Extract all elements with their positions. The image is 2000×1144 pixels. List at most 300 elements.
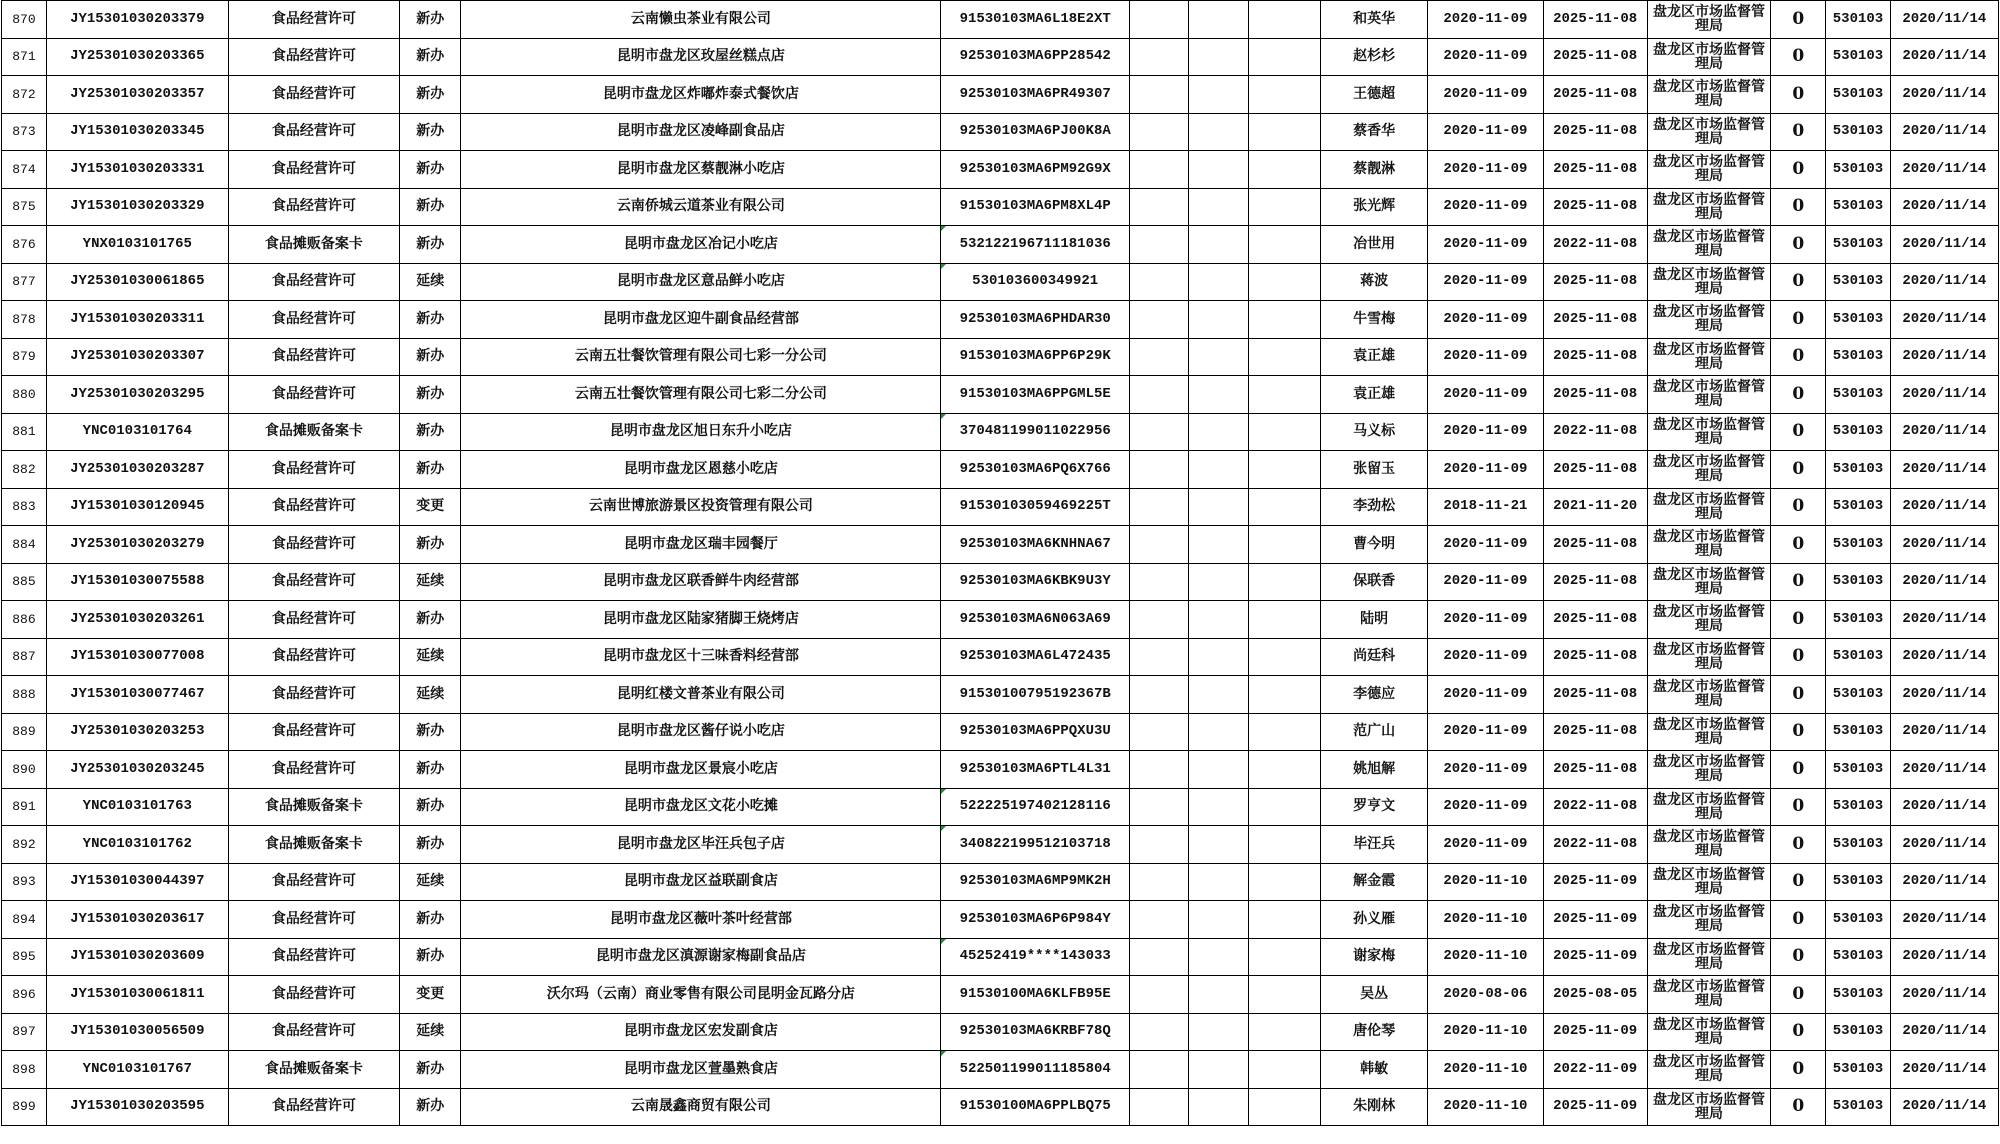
cell-area-code[interactable]: 530103	[1826, 1013, 1890, 1051]
cell-blank[interactable]	[1189, 526, 1248, 564]
cell-valid-to[interactable]: 2022-11-08	[1543, 788, 1647, 826]
cell-seq[interactable]: 873	[2, 113, 47, 151]
cell-category[interactable]: 食品经营许可	[228, 338, 400, 376]
cell-valid-to[interactable]: 2025-11-09	[1543, 1088, 1647, 1126]
cell-category[interactable]: 食品经营许可	[228, 863, 400, 901]
cell-blank[interactable]	[1189, 1051, 1248, 1089]
cell-action[interactable]: 新办	[400, 113, 461, 151]
cell-license-no[interactable]: JY15301030044397	[46, 863, 228, 901]
cell-category[interactable]: 食品经营许可	[228, 488, 400, 526]
cell-status[interactable]: 0	[1771, 1013, 1826, 1051]
cell-valid-to[interactable]: 2025-11-08	[1543, 1, 1647, 39]
cell-action[interactable]: 新办	[400, 226, 461, 264]
cell-legal-rep[interactable]: 吴丛	[1321, 976, 1428, 1014]
cell-credit-code[interactable]: 92530103MA6L472435	[941, 638, 1130, 676]
cell-credit-code[interactable]	[941, 1051, 1130, 1089]
cell-action[interactable]: 新办	[400, 826, 461, 864]
cell-blank[interactable]	[1130, 451, 1189, 489]
cell-blank[interactable]	[1248, 488, 1320, 526]
cell-seq[interactable]: 882	[2, 451, 47, 489]
cell-business-name[interactable]: 云南五壮餐饮管理有限公司七彩二分公司	[461, 376, 941, 414]
cell-license-no[interactable]: JY25301030203287	[46, 451, 228, 489]
cell-business-name[interactable]: 昆明市盘龙区意品鲜小吃店	[461, 263, 941, 301]
cell-action[interactable]: 新办	[400, 713, 461, 751]
cell-status[interactable]: 0	[1771, 263, 1826, 301]
cell-seq[interactable]: 884	[2, 526, 47, 564]
cell-status[interactable]: 0	[1771, 563, 1826, 601]
cell-blank[interactable]	[1130, 526, 1189, 564]
cell-legal-rep[interactable]: 张留玉	[1321, 451, 1428, 489]
cell-blank[interactable]	[1248, 338, 1320, 376]
cell-credit-code[interactable]: 91530100MA6PPLBQ75	[941, 1088, 1130, 1126]
cell-business-name[interactable]: 云南晟鑫商贸有限公司	[461, 1088, 941, 1126]
cell-publish-date[interactable]: 2020/11/14	[1890, 413, 1998, 451]
cell-action[interactable]: 新办	[400, 151, 461, 189]
cell-blank[interactable]	[1248, 526, 1320, 564]
cell-area-code[interactable]: 530103	[1826, 226, 1890, 264]
cell-blank[interactable]	[1130, 826, 1189, 864]
cell-area-code[interactable]: 530103	[1826, 638, 1890, 676]
cell-blank[interactable]	[1248, 638, 1320, 676]
cell-authority[interactable]: 盘龙区市场监督管理局	[1647, 301, 1771, 339]
cell-valid-from[interactable]: 2020-11-09	[1428, 413, 1543, 451]
cell-legal-rep[interactable]: 和英华	[1321, 1, 1428, 39]
cell-business-name[interactable]: 昆明市盘龙区景宸小吃店	[461, 751, 941, 789]
cell-blank[interactable]	[1130, 1, 1189, 39]
cell-legal-rep[interactable]: 马义标	[1321, 413, 1428, 451]
cell-category[interactable]: 食品经营许可	[228, 526, 400, 564]
cell-seq[interactable]: 879	[2, 338, 47, 376]
cell-area-code[interactable]: 530103	[1826, 526, 1890, 564]
cell-business-name[interactable]: 昆明市盘龙区酱仔说小吃店	[461, 713, 941, 751]
cell-credit-code[interactable]: 92530103MA6PR49307	[941, 76, 1130, 114]
cell-valid-to[interactable]: 2025-11-08	[1543, 601, 1647, 639]
cell-credit-code[interactable]: 92530103MA6PM92G9X	[941, 151, 1130, 189]
cell-valid-to[interactable]: 2025-11-09	[1543, 901, 1647, 939]
cell-credit-code[interactable]: 92530103MA6PQ6X766	[941, 451, 1130, 489]
cell-business-name[interactable]: 昆明市盘龙区凌峰副食品店	[461, 113, 941, 151]
cell-legal-rep[interactable]: 朱刚林	[1321, 1088, 1428, 1126]
cell-credit-code[interactable]: 92530103MA6MP9MK2H	[941, 863, 1130, 901]
cell-valid-from[interactable]: 2020-11-09	[1428, 263, 1543, 301]
cell-seq[interactable]: 872	[2, 76, 47, 114]
cell-blank[interactable]	[1248, 263, 1320, 301]
cell-status[interactable]: 0	[1771, 1, 1826, 39]
cell-publish-date[interactable]: 2020/11/14	[1890, 901, 1998, 939]
cell-blank[interactable]	[1248, 901, 1320, 939]
cell-blank[interactable]	[1248, 826, 1320, 864]
cell-blank[interactable]	[1130, 1088, 1189, 1126]
cell-credit-code[interactable]	[941, 938, 1130, 976]
cell-area-code[interactable]: 530103	[1826, 151, 1890, 189]
cell-category[interactable]: 食品摊贩备案卡	[228, 413, 400, 451]
cell-valid-from[interactable]: 2018-11-21	[1428, 488, 1543, 526]
cell-action[interactable]: 新办	[400, 751, 461, 789]
cell-license-no[interactable]: JY15301030203379	[46, 1, 228, 39]
cell-credit-code[interactable]: 92530103MA6PHDAR30	[941, 301, 1130, 339]
cell-action[interactable]: 新办	[400, 188, 461, 226]
cell-category[interactable]: 食品经营许可	[228, 713, 400, 751]
cell-legal-rep[interactable]: 尚廷科	[1321, 638, 1428, 676]
cell-blank[interactable]	[1130, 151, 1189, 189]
cell-business-name[interactable]: 云南世博旅游景区投资管理有限公司	[461, 488, 941, 526]
cell-blank[interactable]	[1130, 601, 1189, 639]
cell-seq[interactable]: 890	[2, 751, 47, 789]
cell-category[interactable]: 食品经营许可	[228, 113, 400, 151]
cell-valid-from[interactable]: 2020-11-09	[1428, 451, 1543, 489]
cell-status[interactable]: 0	[1771, 938, 1826, 976]
cell-authority[interactable]: 盘龙区市场监督管理局	[1647, 151, 1771, 189]
cell-authority[interactable]: 盘龙区市场监督管理局	[1647, 376, 1771, 414]
cell-legal-rep[interactable]: 毕汪兵	[1321, 826, 1428, 864]
cell-blank[interactable]	[1248, 76, 1320, 114]
cell-area-code[interactable]: 530103	[1826, 263, 1890, 301]
cell-authority[interactable]: 盘龙区市场监督管理局	[1647, 863, 1771, 901]
cell-blank[interactable]	[1189, 113, 1248, 151]
cell-valid-from[interactable]: 2020-11-09	[1428, 301, 1543, 339]
cell-license-no[interactable]: YNC0103101763	[46, 788, 228, 826]
cell-category[interactable]: 食品经营许可	[228, 751, 400, 789]
cell-legal-rep[interactable]: 冶世用	[1321, 226, 1428, 264]
cell-blank[interactable]	[1130, 901, 1189, 939]
cell-area-code[interactable]: 530103	[1826, 601, 1890, 639]
cell-valid-to[interactable]: 2025-11-08	[1543, 563, 1647, 601]
cell-status[interactable]: 0	[1771, 863, 1826, 901]
cell-valid-to[interactable]: 2022-11-08	[1543, 413, 1647, 451]
cell-credit-code[interactable]: 92530103MA6KBK9U3Y	[941, 563, 1130, 601]
cell-area-code[interactable]: 530103	[1826, 301, 1890, 339]
cell-authority[interactable]: 盘龙区市场监督管理局	[1647, 788, 1771, 826]
cell-business-name[interactable]: 昆明市盘龙区陆家猪脚王烧烤店	[461, 601, 941, 639]
cell-valid-to[interactable]: 2022-11-08	[1543, 826, 1647, 864]
cell-blank[interactable]	[1189, 301, 1248, 339]
cell-business-name[interactable]: 昆明市盘龙区玫屋丝糕点店	[461, 38, 941, 76]
cell-license-no[interactable]: JY25301030203307	[46, 338, 228, 376]
cell-business-name[interactable]: 昆明市盘龙区蔡靓淋小吃店	[461, 151, 941, 189]
cell-publish-date[interactable]: 2020/11/14	[1890, 751, 1998, 789]
cell-publish-date[interactable]: 2020/11/14	[1890, 338, 1998, 376]
cell-legal-rep[interactable]: 姚旭解	[1321, 751, 1428, 789]
cell-seq[interactable]: 886	[2, 601, 47, 639]
cell-valid-to[interactable]: 2025-11-09	[1543, 938, 1647, 976]
cell-valid-from[interactable]: 2020-11-09	[1428, 601, 1543, 639]
cell-license-no[interactable]: JY25301030203245	[46, 751, 228, 789]
cell-authority[interactable]: 盘龙区市场监督管理局	[1647, 188, 1771, 226]
cell-seq[interactable]: 898	[2, 1051, 47, 1089]
cell-publish-date[interactable]: 2020/11/14	[1890, 638, 1998, 676]
cell-valid-from[interactable]: 2020-11-09	[1428, 1, 1543, 39]
cell-area-code[interactable]: 530103	[1826, 76, 1890, 114]
cell-blank[interactable]	[1248, 601, 1320, 639]
cell-blank[interactable]	[1130, 301, 1189, 339]
cell-area-code[interactable]: 530103	[1826, 376, 1890, 414]
cell-category[interactable]: 食品经营许可	[228, 638, 400, 676]
cell-seq[interactable]: 891	[2, 788, 47, 826]
cell-blank[interactable]	[1248, 563, 1320, 601]
cell-blank[interactable]	[1130, 976, 1189, 1014]
cell-publish-date[interactable]: 2020/11/14	[1890, 301, 1998, 339]
cell-category[interactable]: 食品经营许可	[228, 601, 400, 639]
cell-license-no[interactable]: JY15301030120945	[46, 488, 228, 526]
cell-category[interactable]: 食品经营许可	[228, 976, 400, 1014]
cell-blank[interactable]	[1189, 601, 1248, 639]
cell-publish-date[interactable]: 2020/11/14	[1890, 188, 1998, 226]
cell-legal-rep[interactable]: 张光辉	[1321, 188, 1428, 226]
cell-authority[interactable]: 盘龙区市场监督管理局	[1647, 938, 1771, 976]
cell-blank[interactable]	[1189, 376, 1248, 414]
cell-status[interactable]: 0	[1771, 788, 1826, 826]
cell-action[interactable]: 新办	[400, 938, 461, 976]
cell-blank[interactable]	[1189, 188, 1248, 226]
cell-blank[interactable]	[1130, 1051, 1189, 1089]
cell-business-name[interactable]: 沃尔玛（云南）商业零售有限公司昆明金瓦路分店	[461, 976, 941, 1014]
cell-status[interactable]: 0	[1771, 601, 1826, 639]
cell-license-no[interactable]: JY25301030203365	[46, 38, 228, 76]
cell-blank[interactable]	[1248, 413, 1320, 451]
cell-seq[interactable]: 881	[2, 413, 47, 451]
cell-blank[interactable]	[1248, 301, 1320, 339]
cell-status[interactable]: 0	[1771, 376, 1826, 414]
cell-area-code[interactable]: 530103	[1826, 1, 1890, 39]
cell-valid-to[interactable]: 2025-11-08	[1543, 188, 1647, 226]
cell-area-code[interactable]: 530103	[1826, 676, 1890, 714]
cell-valid-from[interactable]: 2020-11-09	[1428, 151, 1543, 189]
cell-valid-to[interactable]: 2025-11-08	[1543, 451, 1647, 489]
cell-valid-to[interactable]: 2021-11-20	[1543, 488, 1647, 526]
cell-credit-code[interactable]: 91530100795192367B	[941, 676, 1130, 714]
cell-valid-to[interactable]: 2025-11-08	[1543, 676, 1647, 714]
cell-status[interactable]: 0	[1771, 976, 1826, 1014]
cell-blank[interactable]	[1189, 1013, 1248, 1051]
cell-status[interactable]: 0	[1771, 826, 1826, 864]
cell-seq[interactable]: 887	[2, 638, 47, 676]
cell-blank[interactable]	[1130, 338, 1189, 376]
cell-blank[interactable]	[1248, 1, 1320, 39]
cell-legal-rep[interactable]: 陆明	[1321, 601, 1428, 639]
cell-action[interactable]: 新办	[400, 76, 461, 114]
cell-authority[interactable]: 盘龙区市场监督管理局	[1647, 826, 1771, 864]
cell-business-name[interactable]: 昆明市盘龙区迎牛副食品经营部	[461, 301, 941, 339]
cell-blank[interactable]	[1248, 713, 1320, 751]
cell-category[interactable]: 食品经营许可	[228, 1088, 400, 1126]
cell-blank[interactable]	[1248, 1088, 1320, 1126]
cell-publish-date[interactable]: 2020/11/14	[1890, 863, 1998, 901]
cell-legal-rep[interactable]: 王德超	[1321, 76, 1428, 114]
cell-seq[interactable]: 888	[2, 676, 47, 714]
cell-blank[interactable]	[1189, 676, 1248, 714]
cell-publish-date[interactable]: 2020/11/14	[1890, 976, 1998, 1014]
cell-business-name[interactable]: 昆明市盘龙区旭日东升小吃店	[461, 413, 941, 451]
cell-action[interactable]: 变更	[400, 976, 461, 1014]
cell-blank[interactable]	[1248, 1013, 1320, 1051]
cell-valid-from[interactable]: 2020-11-09	[1428, 676, 1543, 714]
cell-authority[interactable]: 盘龙区市场监督管理局	[1647, 1013, 1771, 1051]
cell-valid-from[interactable]: 2020-11-09	[1428, 751, 1543, 789]
cell-authority[interactable]: 盘龙区市场监督管理局	[1647, 338, 1771, 376]
cell-valid-from[interactable]: 2020-11-09	[1428, 113, 1543, 151]
cell-category[interactable]: 食品经营许可	[228, 38, 400, 76]
cell-area-code[interactable]: 530103	[1826, 751, 1890, 789]
cell-valid-to[interactable]: 2025-11-08	[1543, 113, 1647, 151]
cell-category[interactable]: 食品经营许可	[228, 1, 400, 39]
cell-business-name[interactable]: 昆明市盘龙区毕汪兵包子店	[461, 826, 941, 864]
cell-valid-from[interactable]: 2020-11-09	[1428, 188, 1543, 226]
cell-credit-code[interactable]: 91530103MA6PPGML5E	[941, 376, 1130, 414]
cell-seq[interactable]: 880	[2, 376, 47, 414]
cell-area-code[interactable]: 530103	[1826, 413, 1890, 451]
cell-legal-rep[interactable]: 曹今明	[1321, 526, 1428, 564]
cell-authority[interactable]: 盘龙区市场监督管理局	[1647, 488, 1771, 526]
cell-credit-code[interactable]	[941, 413, 1130, 451]
cell-legal-rep[interactable]: 范广山	[1321, 713, 1428, 751]
cell-action[interactable]: 新办	[400, 788, 461, 826]
cell-blank[interactable]	[1130, 413, 1189, 451]
cell-valid-from[interactable]: 2020-11-10	[1428, 1013, 1543, 1051]
cell-publish-date[interactable]: 2020/11/14	[1890, 1051, 1998, 1089]
cell-business-name[interactable]: 昆明市盘龙区恩慈小吃店	[461, 451, 941, 489]
cell-business-name[interactable]: 昆明市盘龙区宏发副食店	[461, 1013, 941, 1051]
cell-valid-from[interactable]: 2020-11-09	[1428, 226, 1543, 264]
cell-valid-from[interactable]: 2020-11-09	[1428, 338, 1543, 376]
cell-authority[interactable]: 盘龙区市场监督管理局	[1647, 638, 1771, 676]
cell-credit-code[interactable]: 92530103MA6P6P984Y	[941, 901, 1130, 939]
cell-credit-code[interactable]: 92530103MA6KRBF78Q	[941, 1013, 1130, 1051]
cell-business-name[interactable]: 昆明市盘龙区联香鲜牛肉经营部	[461, 563, 941, 601]
cell-category[interactable]: 食品经营许可	[228, 76, 400, 114]
cell-blank[interactable]	[1130, 113, 1189, 151]
cell-status[interactable]: 0	[1771, 1051, 1826, 1089]
cell-credit-code[interactable]	[941, 226, 1130, 264]
cell-blank[interactable]	[1130, 563, 1189, 601]
cell-blank[interactable]	[1248, 1051, 1320, 1089]
cell-status[interactable]: 0	[1771, 113, 1826, 151]
cell-publish-date[interactable]: 2020/11/14	[1890, 1088, 1998, 1126]
cell-seq[interactable]: 893	[2, 863, 47, 901]
cell-blank[interactable]	[1189, 488, 1248, 526]
cell-seq[interactable]: 875	[2, 188, 47, 226]
cell-license-no[interactable]: YNX0103101765	[46, 226, 228, 264]
cell-blank[interactable]	[1130, 863, 1189, 901]
cell-category[interactable]: 食品经营许可	[228, 301, 400, 339]
cell-credit-code[interactable]: 92530103MA6N063A69	[941, 601, 1130, 639]
cell-authority[interactable]: 盘龙区市场监督管理局	[1647, 751, 1771, 789]
cell-business-name[interactable]: 昆明市盘龙区冶记小吃店	[461, 226, 941, 264]
cell-authority[interactable]: 盘龙区市场监督管理局	[1647, 263, 1771, 301]
cell-blank[interactable]	[1248, 788, 1320, 826]
cell-seq[interactable]: 874	[2, 151, 47, 189]
cell-legal-rep[interactable]: 赵杉杉	[1321, 38, 1428, 76]
cell-publish-date[interactable]: 2020/11/14	[1890, 1013, 1998, 1051]
cell-status[interactable]: 0	[1771, 901, 1826, 939]
cell-action[interactable]: 延续	[400, 563, 461, 601]
cell-license-no[interactable]: JY25301030203295	[46, 376, 228, 414]
cell-blank[interactable]	[1248, 188, 1320, 226]
cell-blank[interactable]	[1248, 938, 1320, 976]
cell-action[interactable]: 新办	[400, 301, 461, 339]
cell-blank[interactable]	[1130, 713, 1189, 751]
cell-publish-date[interactable]: 2020/11/14	[1890, 113, 1998, 151]
cell-valid-to[interactable]: 2025-08-05	[1543, 976, 1647, 1014]
cell-valid-from[interactable]: 2020-11-10	[1428, 1051, 1543, 1089]
cell-status[interactable]: 0	[1771, 676, 1826, 714]
cell-publish-date[interactable]: 2020/11/14	[1890, 151, 1998, 189]
cell-legal-rep[interactable]: 唐伦琴	[1321, 1013, 1428, 1051]
cell-valid-to[interactable]: 2025-11-08	[1543, 526, 1647, 564]
cell-blank[interactable]	[1130, 488, 1189, 526]
cell-action[interactable]: 延续	[400, 638, 461, 676]
cell-license-no[interactable]: YNC0103101767	[46, 1051, 228, 1089]
cell-blank[interactable]	[1130, 38, 1189, 76]
cell-category[interactable]: 食品经营许可	[228, 451, 400, 489]
cell-blank[interactable]	[1189, 151, 1248, 189]
cell-valid-to[interactable]: 2025-11-08	[1543, 338, 1647, 376]
cell-area-code[interactable]: 530103	[1826, 788, 1890, 826]
cell-seq[interactable]: 889	[2, 713, 47, 751]
cell-publish-date[interactable]: 2020/11/14	[1890, 451, 1998, 489]
cell-status[interactable]: 0	[1771, 301, 1826, 339]
cell-category[interactable]: 食品经营许可	[228, 676, 400, 714]
cell-business-name[interactable]: 昆明市盘龙区益联副食店	[461, 863, 941, 901]
cell-blank[interactable]	[1248, 976, 1320, 1014]
cell-blank[interactable]	[1189, 451, 1248, 489]
cell-valid-to[interactable]: 2025-11-08	[1543, 376, 1647, 414]
cell-valid-to[interactable]: 2025-11-08	[1543, 713, 1647, 751]
cell-blank[interactable]	[1189, 976, 1248, 1014]
cell-authority[interactable]: 盘龙区市场监督管理局	[1647, 563, 1771, 601]
cell-blank[interactable]	[1130, 751, 1189, 789]
cell-area-code[interactable]: 530103	[1826, 863, 1890, 901]
cell-seq[interactable]: 877	[2, 263, 47, 301]
cell-license-no[interactable]: JY25301030203279	[46, 526, 228, 564]
cell-action[interactable]: 新办	[400, 1051, 461, 1089]
cell-blank[interactable]	[1189, 638, 1248, 676]
cell-publish-date[interactable]: 2020/11/14	[1890, 488, 1998, 526]
cell-blank[interactable]	[1248, 863, 1320, 901]
cell-license-no[interactable]: JY15301030203329	[46, 188, 228, 226]
cell-seq[interactable]: 870	[2, 1, 47, 39]
cell-valid-from[interactable]: 2020-11-10	[1428, 938, 1543, 976]
cell-blank[interactable]	[1189, 1088, 1248, 1126]
cell-blank[interactable]	[1130, 226, 1189, 264]
cell-legal-rep[interactable]: 李德应	[1321, 676, 1428, 714]
cell-legal-rep[interactable]: 袁正雄	[1321, 338, 1428, 376]
cell-blank[interactable]	[1130, 76, 1189, 114]
cell-legal-rep[interactable]: 韩敏	[1321, 1051, 1428, 1089]
cell-business-name[interactable]: 云南五壮餐饮管理有限公司七彩一分公司	[461, 338, 941, 376]
cell-valid-from[interactable]: 2020-11-09	[1428, 563, 1543, 601]
cell-area-code[interactable]: 530103	[1826, 901, 1890, 939]
cell-credit-code[interactable]: 91530100MA6KLFB95E	[941, 976, 1130, 1014]
cell-blank[interactable]	[1130, 263, 1189, 301]
cell-status[interactable]: 0	[1771, 638, 1826, 676]
cell-publish-date[interactable]: 2020/11/14	[1890, 226, 1998, 264]
cell-status[interactable]: 0	[1771, 188, 1826, 226]
cell-valid-to[interactable]: 2025-11-08	[1543, 301, 1647, 339]
cell-valid-from[interactable]: 2020-11-09	[1428, 376, 1543, 414]
cell-blank[interactable]	[1248, 151, 1320, 189]
cell-license-no[interactable]: JY15301030203331	[46, 151, 228, 189]
cell-valid-to[interactable]: 2025-11-08	[1543, 76, 1647, 114]
cell-license-no[interactable]: JY25301030061865	[46, 263, 228, 301]
cell-credit-code[interactable]: 92530103MA6PTL4L31	[941, 751, 1130, 789]
cell-blank[interactable]	[1189, 563, 1248, 601]
cell-publish-date[interactable]: 2020/11/14	[1890, 826, 1998, 864]
cell-license-no[interactable]: YNC0103101762	[46, 826, 228, 864]
cell-seq[interactable]: 896	[2, 976, 47, 1014]
cell-authority[interactable]: 盘龙区市场监督管理局	[1647, 76, 1771, 114]
cell-business-name[interactable]: 昆明市盘龙区文花小吃摊	[461, 788, 941, 826]
cell-authority[interactable]: 盘龙区市场监督管理局	[1647, 713, 1771, 751]
